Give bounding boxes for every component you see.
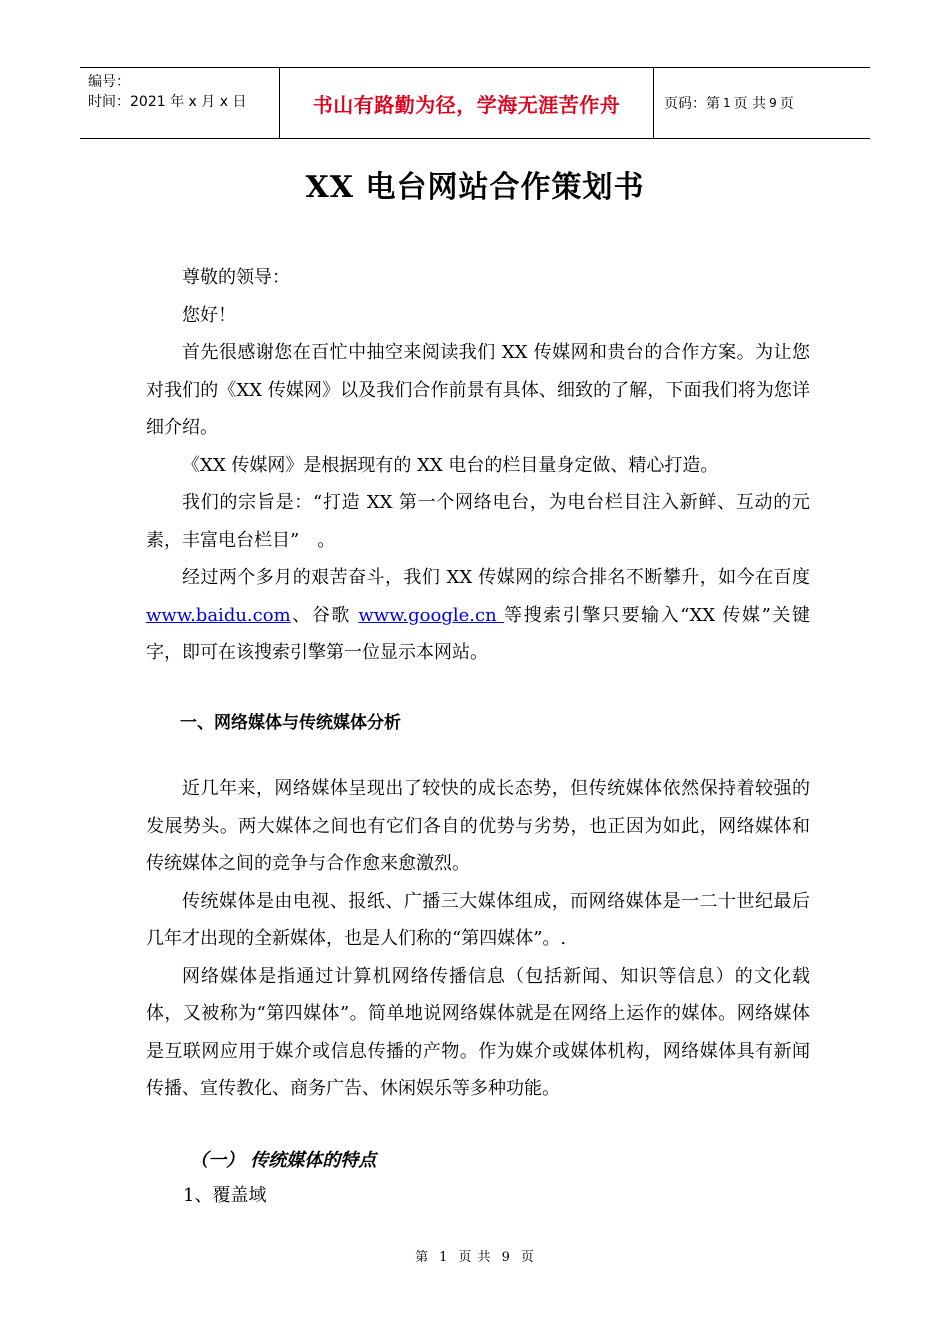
footer-mid: 页 共 bbox=[458, 1250, 492, 1265]
header-page-current: 1 bbox=[723, 96, 731, 110]
header-page-info bbox=[654, 68, 870, 138]
intro-paragraph-1: 首先很感谢您在百忙中抽空来阅读我们 XX 传媒网和贵台的合作方案。为让您对我们的《XX 传媒网》以及我们合作前景有具体、细致的了解，下面我们将为您详细介绍。 bbox=[146, 342, 810, 438]
footer-total: 9 bbox=[501, 1250, 511, 1265]
footer-prefix: 第 bbox=[415, 1250, 430, 1265]
list-item-coverage: 1、覆盖域 bbox=[183, 1185, 267, 1206]
section-1-heading: 一、网络媒体与传统媒体分析 bbox=[180, 713, 401, 733]
document-title: XX 电台网站合作策划书 bbox=[305, 170, 645, 205]
time-label: 时间：2021 年 x 月 x 日 bbox=[88, 94, 247, 110]
footer-suffix: 页 bbox=[520, 1250, 535, 1265]
intro-section bbox=[146, 259, 810, 672]
baidu-link[interactable]: www.baidu.com bbox=[146, 604, 291, 626]
intro-paragraph-3: 我们的宗旨是：“打造 XX 第一个网络电台，为电台栏目注入新鲜、互动的元素，丰富电台栏目” 。 bbox=[146, 492, 810, 551]
p4-text-c: 等搜索引擎只要输入“XX 传媒”关键字，即可在该搜索引擎第一位显示本网站。 bbox=[146, 604, 810, 663]
section-1-paragraph-1: 近几年来，网络媒体呈现出了较快的成长态势，但传统媒体依然保持着较强的发展势头。两大媒体之间也有它们各自的优势与劣势，也正因为如此，网络媒体和传统媒体之间的竞争与合作愈来愈激烈。 bbox=[146, 778, 810, 874]
header-page-suffix: 页 bbox=[779, 96, 794, 112]
header-page-mid: 页 共 bbox=[733, 96, 767, 112]
page-footer bbox=[0, 1246, 950, 1265]
header-meta bbox=[80, 68, 280, 138]
header-page-prefix: 页码：第 bbox=[664, 96, 720, 112]
section-1-paragraph-2: 传统媒体是由电视、报纸、广播三大媒体组成，而网络媒体是一二十世纪最后几年才出现的全新媒体，也是人们称的“第四媒体”。. bbox=[146, 890, 810, 949]
intro-paragraph-2: 《XX 传媒网》是根据现有的 XX 电台的栏目量身定做、精心打造。 bbox=[182, 454, 719, 476]
header-motto: 书山有路勤为径，学海无涯苦作舟 bbox=[280, 68, 654, 138]
p4-text-b: 、谷歌 bbox=[290, 604, 359, 626]
intro-paragraph-4 bbox=[146, 559, 810, 672]
footer-current: 1 bbox=[439, 1250, 449, 1265]
greeting: 尊敬的领导： bbox=[182, 267, 290, 288]
p4-text-a: 经过两个多月的艰苦奋斗，我们 XX 传媒网的综合排名不断攀升，如今在百度 bbox=[182, 567, 810, 588]
subsection-heading: （一） 传统媒体的特点 bbox=[190, 1150, 377, 1171]
google-link[interactable]: www.google.cn bbox=[358, 604, 504, 626]
document-header bbox=[80, 67, 870, 139]
section-1-body bbox=[146, 770, 810, 1108]
section-1-paragraph-3: 网络媒体是指通过计算机网络传播信息（包括新闻、知识等信息）的文化载体，又被称为“第四媒体”。简单地说网络媒体就是在网络上运作的媒体。网络媒体是互联网应用于媒介或信息传播的产物。作为媒介或媒体机构，网络媒体具有新闻传播、宣传教化、商务广告、休闲娱乐等多种功能。 bbox=[146, 965, 810, 1099]
header-page-total: 9 bbox=[769, 96, 777, 110]
number-label: 编号： bbox=[88, 74, 130, 90]
hello: 您好！ bbox=[182, 304, 236, 326]
